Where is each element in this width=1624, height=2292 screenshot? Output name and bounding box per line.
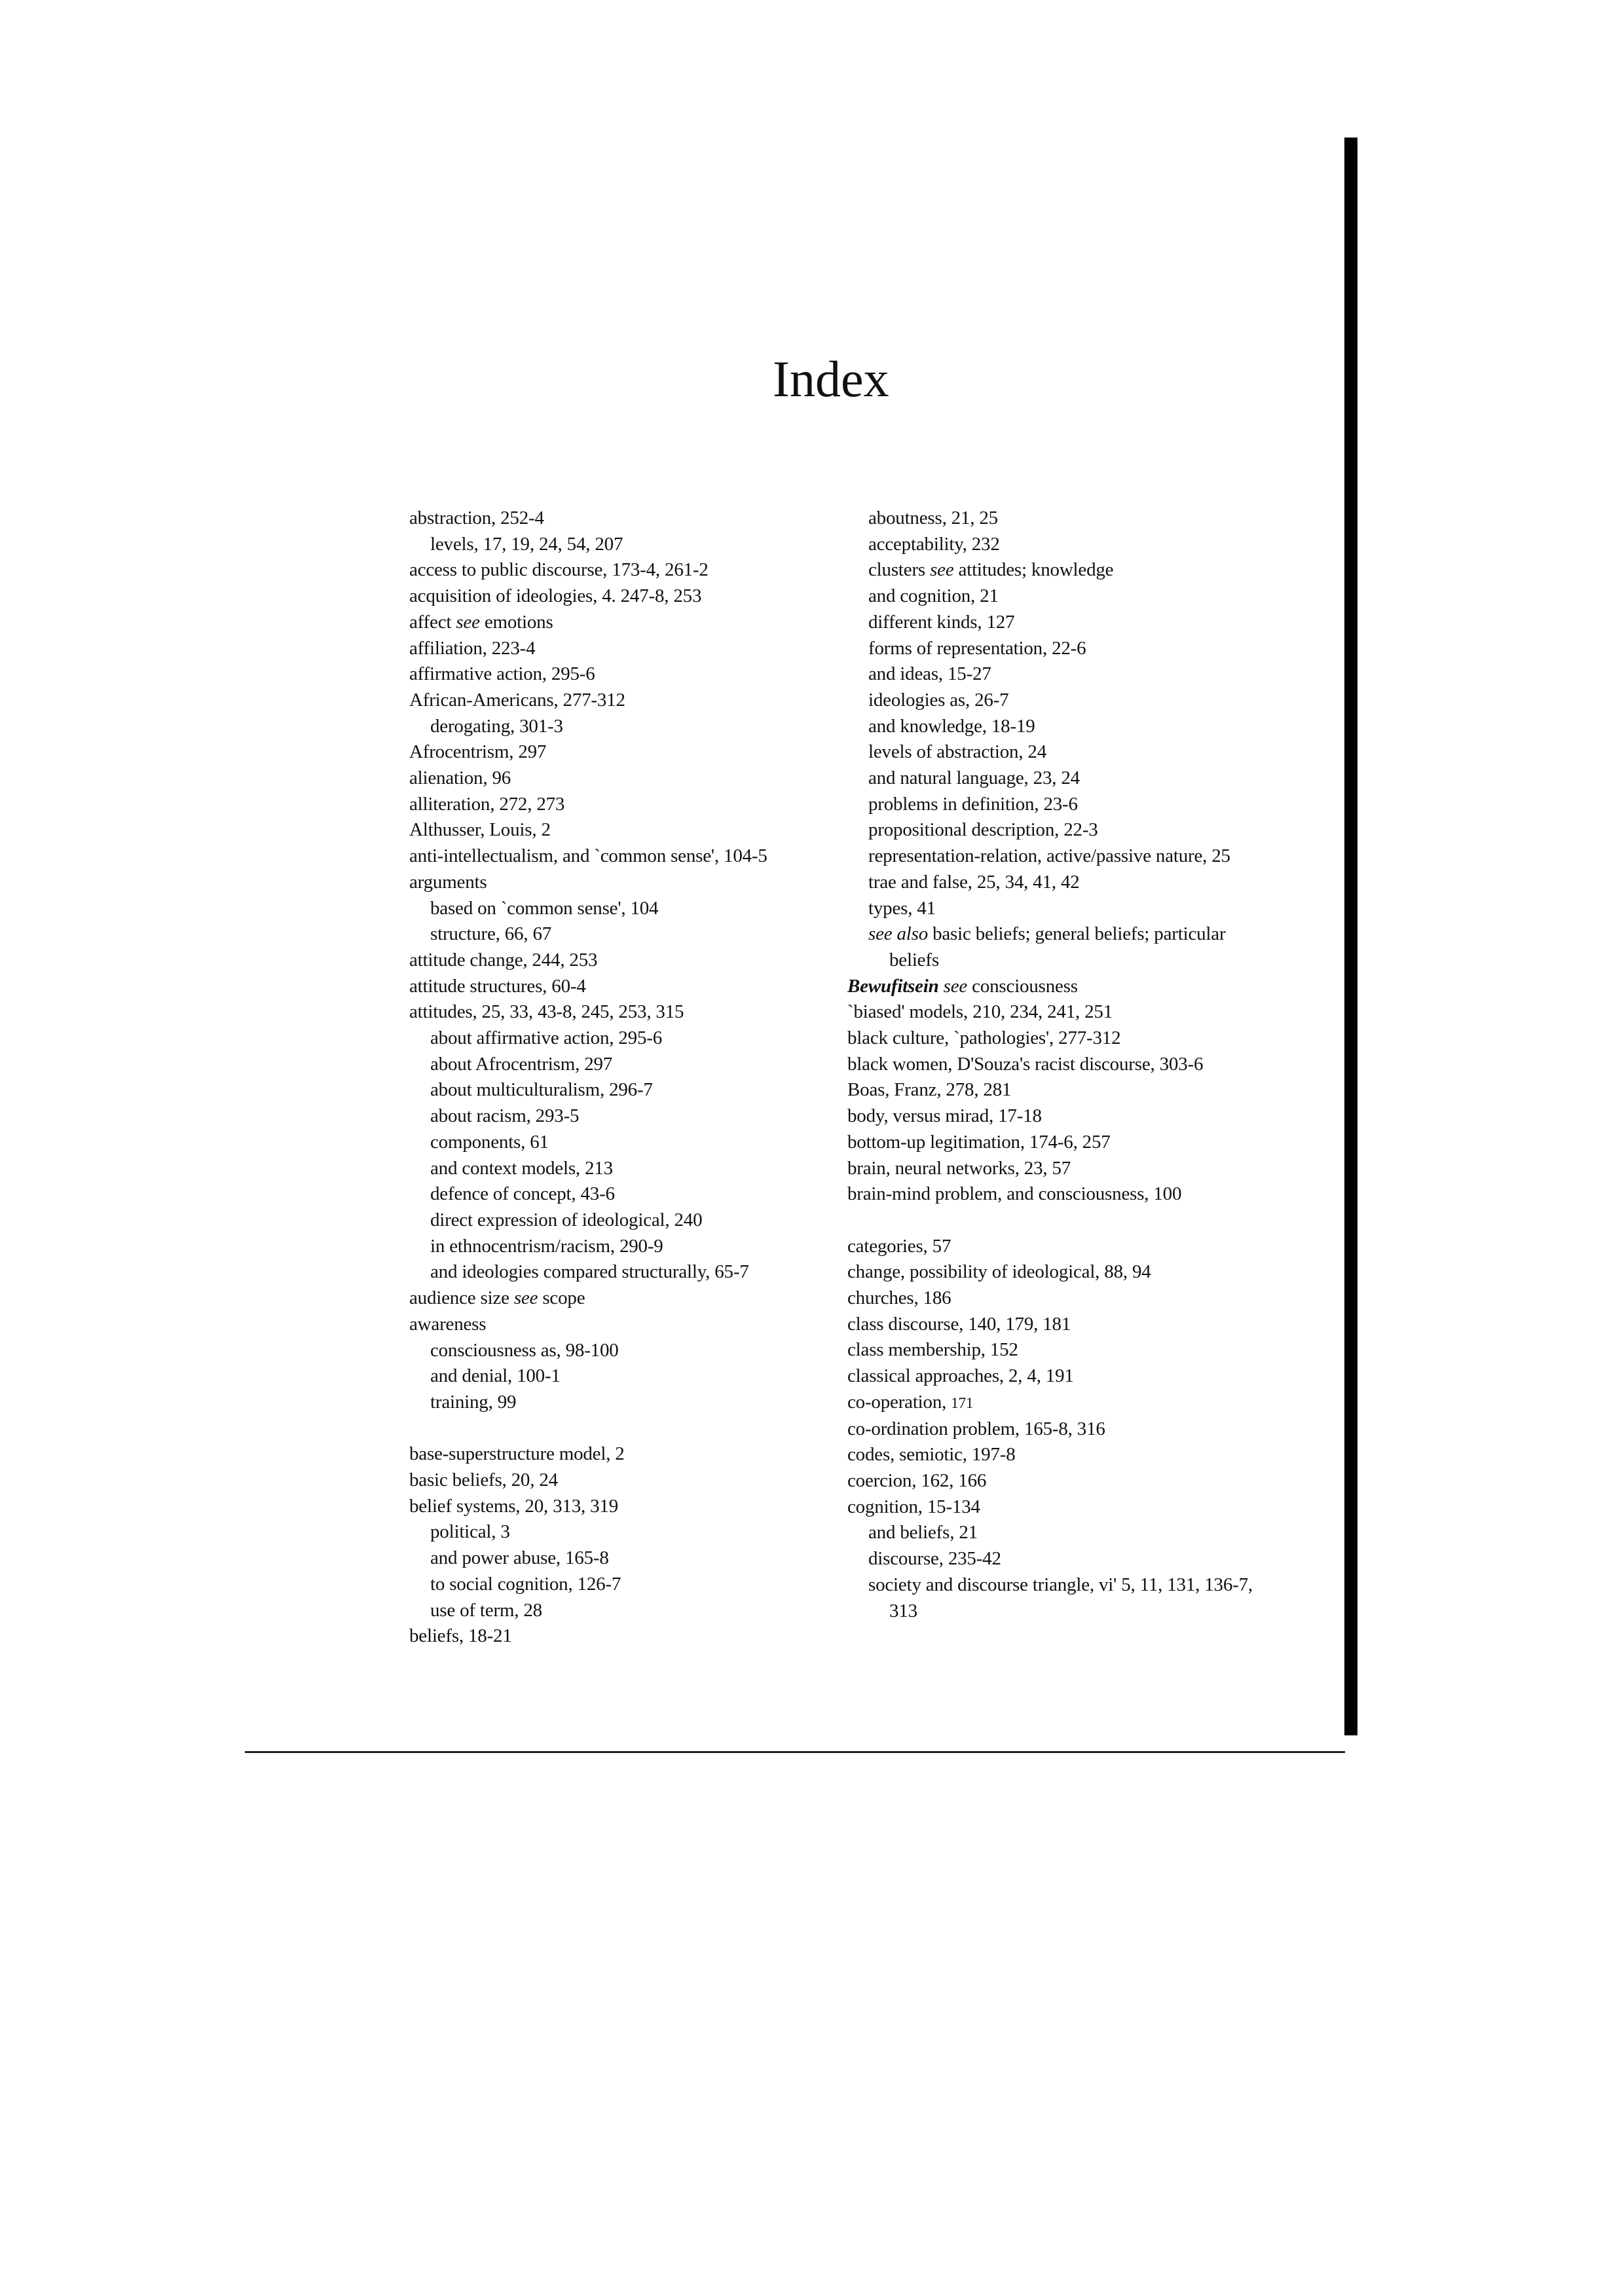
see-target: basic beliefs; general beliefs; particular beliefs (889, 923, 1226, 970)
index-subentry (847, 636, 1280, 662)
index-entry (409, 1285, 828, 1312)
entry-text: structure, 66, 67 (430, 923, 552, 945)
see-target: scope (538, 1287, 585, 1309)
index-entry (847, 1234, 1280, 1260)
index-subentry (847, 1572, 1280, 1624)
see-also-label: see also (868, 923, 929, 945)
entry-text: different kinds, 127 (868, 611, 1015, 633)
index-subentry (847, 1520, 1280, 1546)
index-subentry (409, 1519, 828, 1545)
see-label: see (930, 559, 954, 581)
index-entry (847, 1337, 1280, 1363)
index-entry (409, 792, 828, 818)
entry-text: society and discourse triangle, vi' 5, 11, 131, 136-7, 313 (868, 1574, 1253, 1621)
entry-text: class discourse, 140, 179, 181 (847, 1313, 1071, 1335)
entry-text: propositional description, 22-3 (868, 819, 1098, 841)
index-subentry (409, 1103, 828, 1130)
index-spacer (847, 1208, 1280, 1234)
entry-text: use of term, 28 (430, 1599, 542, 1621)
index-subentry (409, 1181, 828, 1208)
index-entry (847, 1390, 1280, 1416)
index-subentry (409, 1545, 828, 1572)
entry-text: bottom-up legitimation, 174-6, 257 (847, 1131, 1111, 1153)
entry-text: attitude structures, 60-4 (409, 975, 586, 997)
entry-text: alienation, 96 (409, 767, 511, 789)
entry-text: political, 3 (430, 1521, 510, 1543)
entry-text: levels, 17, 19, 24, 54, 207 (430, 533, 623, 555)
index-entry (409, 948, 828, 974)
index-subentry (847, 583, 1280, 610)
index-entry (847, 1103, 1280, 1130)
index-entry (409, 1468, 828, 1494)
entry-text: anti-intellectualism, and `common sense', 104-5 (409, 845, 767, 867)
entry-text: aboutness, 21, 25 (868, 508, 998, 528)
index-entry (409, 1623, 828, 1650)
entry-text: categories, 57 (847, 1235, 951, 1257)
index-entry (409, 636, 828, 662)
index-subentry (847, 714, 1280, 740)
index-subentry (409, 1026, 828, 1052)
entry-text: and knowledge, 18-19 (868, 715, 1035, 737)
entry-text: codes, semiotic, 197-8 (847, 1444, 1016, 1466)
index-subentry (847, 557, 1280, 583)
entry-text: direct expression of ideological, 240 (430, 1209, 703, 1230)
index-subentry (409, 921, 828, 948)
entry-text: co-ordination problem, 165-8, 316 (847, 1418, 1105, 1439)
entry-pages: 171 (951, 1394, 974, 1411)
entry-text: levels of abstraction, 24 (868, 741, 1047, 763)
index-entry (409, 1312, 828, 1338)
see-target: consciousness (967, 975, 1078, 997)
entry-text: attitude change, 244, 253 (409, 949, 598, 970)
entry-text: and context models, 213 (430, 1157, 613, 1179)
index-entry (409, 557, 828, 583)
thumb-edge-bar (1344, 138, 1357, 1735)
entry-text: problems in definition, 23-6 (868, 793, 1078, 815)
entry-text: brain, neural networks, 23, 57 (847, 1157, 1071, 1179)
entry-text: affect (409, 611, 452, 633)
entry-text: arguments (409, 871, 487, 893)
entry-text: base-superstructure model, 2 (409, 1443, 625, 1465)
index-entry (409, 974, 828, 1000)
entry-term: Bewufitsein (847, 975, 939, 997)
index-subentry (847, 896, 1280, 922)
index-subentry (409, 1130, 828, 1156)
entry-text: black women, D'Souza's racist discourse, 303-6 (847, 1053, 1204, 1075)
index-subentry (409, 1572, 828, 1598)
index-spacer (409, 1416, 828, 1442)
entry-text: and beliefs, 21 (868, 1522, 978, 1543)
entry-text: and cognition, 21 (868, 585, 999, 607)
index-subentry (847, 843, 1280, 870)
entry-text: Afrocentrism, 297 (409, 741, 547, 763)
entry-text: basic beliefs, 20, 24 (409, 1469, 558, 1490)
index-entry (847, 1052, 1280, 1078)
index-subentry (409, 896, 828, 922)
index-entry (409, 870, 828, 896)
entry-text: audience size (409, 1287, 509, 1309)
index-subentry (847, 661, 1280, 688)
entry-text: representation-relation, active/passive nature, 25 (868, 845, 1230, 867)
entry-text: defence of concept, 43-6 (430, 1183, 615, 1205)
index-subentry (409, 1208, 828, 1234)
entry-text: about racism, 293-5 (430, 1105, 580, 1127)
index-subentry (409, 1156, 828, 1182)
index-subentry (409, 1077, 828, 1103)
entry-text: access to public discourse, 173-4, 261-2 (409, 559, 709, 581)
see-label: see (513, 1287, 538, 1309)
entry-text: in ethnocentrism/racism, 290-9 (430, 1235, 663, 1257)
entry-text: and ideologies compared structurally, 65-7 (430, 1261, 749, 1283)
entry-text: awareness (409, 1313, 487, 1335)
entry-text: and ideas, 15-27 (868, 663, 991, 685)
entry-text: African-Americans, 277-312 (409, 689, 625, 711)
index-entry (847, 1026, 1280, 1052)
entry-text: brain-mind problem, and consciousness, 100 (847, 1183, 1182, 1205)
index-entry (847, 1416, 1280, 1443)
index-subentry (847, 792, 1280, 818)
index-subentry (847, 766, 1280, 792)
index-entry (847, 1156, 1280, 1182)
index-entry (847, 1363, 1280, 1390)
index-subentry (847, 739, 1280, 766)
entry-text: and denial, 100-1 (430, 1365, 561, 1387)
entry-text: ideologies as, 26-7 (868, 689, 1009, 711)
index-entry (847, 1181, 1280, 1208)
index-subentry (847, 506, 1280, 532)
index-entry (847, 1468, 1280, 1494)
entry-text: beliefs, 18-21 (409, 1625, 512, 1647)
index-entry (847, 974, 1280, 1000)
index-entry (409, 661, 828, 688)
entry-text: forms of representation, 22-6 (868, 637, 1086, 659)
entry-text: derogating, 301-3 (430, 715, 563, 737)
page-title: Index (773, 350, 889, 407)
entry-text: components, 61 (430, 1131, 549, 1153)
index-subentry (409, 1052, 828, 1078)
index-entry (847, 999, 1280, 1026)
index-entry (409, 610, 828, 636)
see-label: see (456, 611, 480, 633)
see-label: see (943, 975, 968, 997)
index-entry (409, 817, 828, 843)
entry-text: Althusser, Louis, 2 (409, 819, 551, 841)
index-entry (847, 1285, 1280, 1312)
index-entry (847, 1259, 1280, 1285)
entry-text: Boas, Franz, 278, 281 (847, 1079, 1012, 1101)
entry-text: consciousness as, 98-100 (430, 1339, 619, 1361)
index-subentry (847, 921, 1280, 973)
see-target: attitudes; knowledge (953, 559, 1114, 581)
entry-text: and natural language, 23, 24 (868, 767, 1080, 789)
index-column-left (409, 506, 828, 1650)
entry-text: classical approaches, 2, 4, 191 (847, 1365, 1074, 1387)
index-entry (847, 1077, 1280, 1103)
index-entry (847, 1442, 1280, 1468)
index-subentry (409, 1598, 828, 1624)
index-entry (409, 506, 828, 532)
entry-text: and power abuse, 165-8 (430, 1547, 609, 1569)
index-subentry (847, 870, 1280, 896)
index-subentry (847, 688, 1280, 714)
index-subentry (847, 1546, 1280, 1572)
index-subentry (409, 1338, 828, 1364)
entry-text: affirmative action, 295-6 (409, 663, 595, 685)
index-subentry (847, 532, 1280, 558)
entry-text: black culture, `pathologies', 277-312 (847, 1027, 1121, 1049)
index-entry (847, 1130, 1280, 1156)
index-entry (847, 1312, 1280, 1338)
index-entry (409, 688, 828, 714)
index-entry (409, 739, 828, 766)
entry-text: about affirmative action, 295-6 (430, 1027, 663, 1049)
index-subentry (409, 532, 828, 558)
footer-rule (245, 1751, 1345, 1753)
index-entry (409, 1494, 828, 1520)
entry-text: training, 99 (430, 1391, 517, 1413)
index-entry (409, 766, 828, 792)
index-entry (409, 1441, 828, 1468)
entry-text: `biased' models, 210, 234, 241, 251 (847, 1001, 1113, 1023)
see-target: emotions (479, 611, 553, 633)
entry-text: coercion, 162, 166 (847, 1470, 987, 1491)
index-subentry (409, 1234, 828, 1260)
index-subentry (847, 817, 1280, 843)
entry-text: discourse, 235-42 (868, 1548, 1001, 1570)
entry-text: based on `common sense', 104 (430, 897, 659, 919)
index-subentry (409, 1390, 828, 1416)
entry-text: acquisition of ideologies, 4. 247-8, 253 (409, 585, 702, 607)
entry-text: alliteration, 272, 273 (409, 793, 565, 815)
entry-text: to social cognition, 126-7 (430, 1573, 621, 1595)
index-entry (409, 999, 828, 1026)
index-entry (847, 1494, 1280, 1521)
index-subentry (409, 1363, 828, 1390)
entry-text: abstraction, 252-4 (409, 508, 544, 528)
entry-text: class membership, 152 (847, 1339, 1018, 1361)
index-column-right (847, 506, 1280, 1624)
index-subentry (847, 610, 1280, 636)
entry-text: types, 41 (868, 897, 936, 919)
entry-text: affiliation, 223-4 (409, 637, 536, 659)
entry-text: belief systems, 20, 313, 319 (409, 1495, 619, 1517)
entry-text: co-operation, (847, 1391, 947, 1413)
entry-text: cognition, 15-134 (847, 1496, 980, 1517)
entry-text: acceptability, 232 (868, 533, 1000, 555)
entry-text: body, versus mirad, 17-18 (847, 1105, 1042, 1127)
entry-text: about Afrocentrism, 297 (430, 1053, 613, 1075)
index-subentry (409, 714, 828, 740)
entry-text: clusters (868, 559, 925, 581)
entry-text: change, possibility of ideological, 88, 94 (847, 1261, 1151, 1283)
entry-text: churches, 186 (847, 1287, 951, 1309)
index-entry (409, 583, 828, 610)
entry-text: about multiculturalism, 296-7 (430, 1079, 653, 1101)
index-subentry (409, 1259, 828, 1285)
index-entry (409, 843, 828, 870)
entry-text: attitudes, 25, 33, 43-8, 245, 253, 315 (409, 1001, 684, 1023)
entry-text: trae and false, 25, 34, 41, 42 (868, 871, 1080, 893)
